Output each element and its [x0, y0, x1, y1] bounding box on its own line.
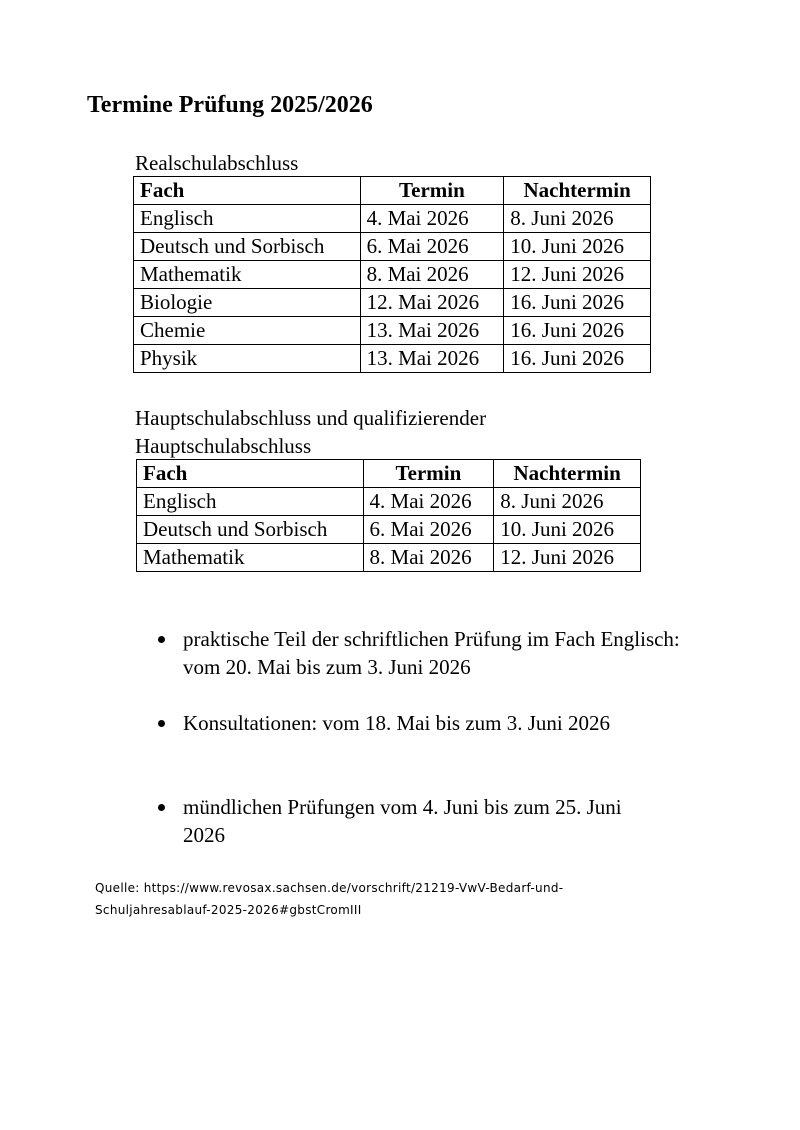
- header-fach: Fach: [134, 177, 361, 205]
- table-row: [134, 205, 651, 233]
- list-item: [183, 625, 703, 681]
- bullet-icon: [158, 804, 165, 811]
- source-reference: [95, 877, 715, 921]
- header-nachtermin: Nachtermin: [504, 177, 651, 205]
- table-row: [134, 317, 651, 345]
- bullet-icon: [158, 636, 165, 643]
- cell-termin: 4. Mai 2026: [360, 205, 504, 233]
- table-row: [134, 345, 651, 373]
- table-caption-hauptschule-line1: Hauptschulabschluss und qualifizierender: [135, 406, 487, 430]
- cell-termin: 8. Mai 2026: [363, 544, 494, 572]
- cell-termin: 12. Mai 2026: [360, 289, 504, 317]
- cell-nachtermin: 8. Juni 2026: [504, 205, 651, 233]
- cell-nachtermin: 16. Juni 2026: [504, 289, 651, 317]
- header-fach: Fach: [137, 460, 364, 488]
- bullet-icon: [158, 720, 165, 727]
- cell-fach: Deutsch und Sorbisch: [137, 516, 364, 544]
- cell-nachtermin: 10. Juni 2026: [504, 233, 651, 261]
- list-item: [183, 709, 703, 737]
- cell-termin: 6. Mai 2026: [363, 516, 494, 544]
- cell-fach: Mathematik: [134, 261, 361, 289]
- page-title: Termine Prüfung 2025/2026: [87, 92, 373, 118]
- source-line-1: Quelle: https://www.revosax.sachsen.de/vorschrift/21219-VwV-Bedarf-und-: [95, 881, 564, 895]
- table-header-row: [134, 177, 651, 205]
- header-termin: Termin: [363, 460, 494, 488]
- cell-termin: 4. Mai 2026: [363, 488, 494, 516]
- cell-termin: 8. Mai 2026: [360, 261, 504, 289]
- cell-fach: Englisch: [134, 205, 361, 233]
- table-row: [134, 261, 651, 289]
- header-termin: Termin: [360, 177, 504, 205]
- table-row: [137, 544, 641, 572]
- bullet-text: Konsultationen: vom 18. Mai bis zum 3. Juni 2026: [183, 711, 610, 735]
- cell-termin: 6. Mai 2026: [360, 233, 504, 261]
- cell-nachtermin: 16. Juni 2026: [504, 317, 651, 345]
- table-caption-hauptschule-line2: Hauptschulabschluss: [135, 434, 312, 458]
- cell-nachtermin: 12. Juni 2026: [504, 261, 651, 289]
- table-caption-realschule: Realschulabschluss: [135, 151, 299, 175]
- cell-fach: Physik: [134, 345, 361, 373]
- cell-fach: Mathematik: [137, 544, 364, 572]
- cell-nachtermin: 10. Juni 2026: [494, 516, 641, 544]
- table-header-row: [137, 460, 641, 488]
- cell-fach: Chemie: [134, 317, 361, 345]
- list-item: [183, 793, 663, 849]
- bullet-text: praktische Teil der schriftlichen Prüfung im Fach Englisch: vom 20. Mai bis zum 3. Juni 2026: [183, 627, 680, 679]
- cell-termin: 13. Mai 2026: [360, 317, 504, 345]
- cell-termin: 13. Mai 2026: [360, 345, 504, 373]
- exam-table-hauptschule: [136, 459, 641, 572]
- source-line-2: Schuljahresablauf-2025-2026#gbstCromIII: [95, 903, 362, 917]
- cell-nachtermin: 16. Juni 2026: [504, 345, 651, 373]
- cell-nachtermin: 12. Juni 2026: [494, 544, 641, 572]
- bullet-text: mündlichen Prüfungen vom 4. Juni bis zum 25. Juni 2026: [183, 795, 622, 847]
- cell-nachtermin: 8. Juni 2026: [494, 488, 641, 516]
- cell-fach: Biologie: [134, 289, 361, 317]
- table-row: [137, 516, 641, 544]
- cell-fach: Englisch: [137, 488, 364, 516]
- table-row: [137, 488, 641, 516]
- table-row: [134, 233, 651, 261]
- exam-table-realschule: [133, 176, 651, 373]
- cell-fach: Deutsch und Sorbisch: [134, 233, 361, 261]
- header-nachtermin: Nachtermin: [494, 460, 641, 488]
- table-row: [134, 289, 651, 317]
